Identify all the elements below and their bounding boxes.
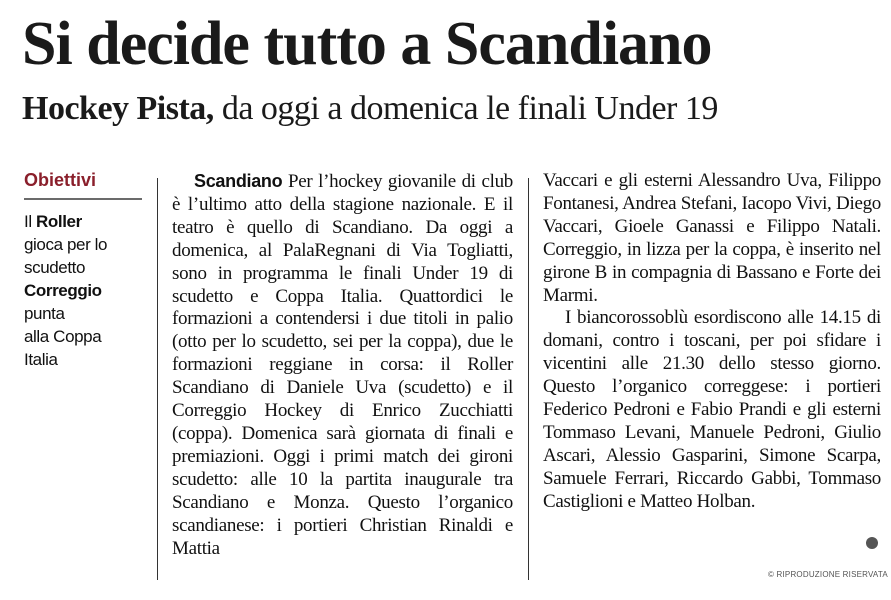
sidebar-line-bold: Roller [36,212,82,231]
subheadline [22,84,718,134]
sidebar-text [24,210,142,371]
sidebar-line-text: scudetto [24,258,86,277]
article-column-2 [543,170,881,514]
article-paragraph: Per l’hockey giovanile di club è l’ultimo atto della stagione nazionale. E il teatro è quello di Scandiano. Da oggi a domenica, al PalaRegnani di Via Togliatti, sono in programma le finali Under 19 di scudetto e Coppa Italia. Quattordici le formazioni a contendersi i due titoli in palio (otto per lo scudetto, sei per la coppa), due le formazioni reggiane in corsa: il Roller Scandiano di Daniele Uva (scudetto) e il Correggio Hockey di Enrico Zucchiatti (coppa). Domenica sarà giornata di finali e premiazioni. Oggi i primi match dei gironi scudetto: alle 10 la partita inaugurale tra Scandiano e Monza. Questo l’organico scandianese: i portieri Christian Rinaldi e Mattia [172,171,513,559]
copyright-footer: © RIPRODUZIONE RISERVATA [768,570,888,579]
article-paragraph-text: I biancorossoblù esordiscono alle 14.15 di domani, contro i toscani, per poi sfidare i vicentini alle 21.30 dello stesso giorno. Questo l’organico correggese: i portieri Federico Pedroni e Fabio Prandi e gli esterni Tommaso Levani, Manuele Pedroni, Giulio Ascari, Alessio Gasparini, Simone Scarpa, Samuele Ferrari, Riccardo Gabbi, Tommaso Castiglioni e Matteo Holban. [543,307,881,512]
sidebar-line [24,210,142,233]
article-lead-word: Scandiano [194,171,283,191]
sidebar-box [24,168,142,371]
sidebar-line-bold: Correggio [24,281,102,300]
sidebar-line-text: Il [24,212,37,231]
sidebar-line [24,256,142,279]
sidebar-divider [24,198,142,200]
article-paragraph-2 [543,307,881,513]
sidebar-line [24,325,142,348]
sidebar-line [24,348,142,371]
column-rule-left [157,178,158,580]
sidebar-line-text: alla Coppa [24,327,102,346]
column-rule-middle [528,178,529,580]
sidebar-line [24,233,142,256]
article-paragraph: Vaccari e gli esterni Alessandro Uva, Filippo Fontanesi, Andrea Stefani, Iacopo Vivi, Diego Vaccari, Gioele Ganassi e Filippo Natali. Correggio, in lizza per la coppa, è inserito nel girone B in compagnia di Bassano e Forte dei Marmi. [543,170,881,306]
sidebar-line [24,279,142,302]
article-column-1 [172,170,513,560]
sidebar-title: Obiettivi [24,170,97,190]
subheadline-text: da oggi a domenica le finali Under 19 [213,90,718,127]
sidebar-line-text: Italia [24,350,58,369]
headline: Si decide tutto a Scandiano [22,10,712,78]
sidebar-line-text: punta [24,304,65,323]
subheadline-kicker: Hockey Pista, [22,90,214,127]
sidebar-line-text: gioca per lo [24,235,108,254]
sidebar-line [24,302,142,325]
end-mark-dot [866,537,878,549]
